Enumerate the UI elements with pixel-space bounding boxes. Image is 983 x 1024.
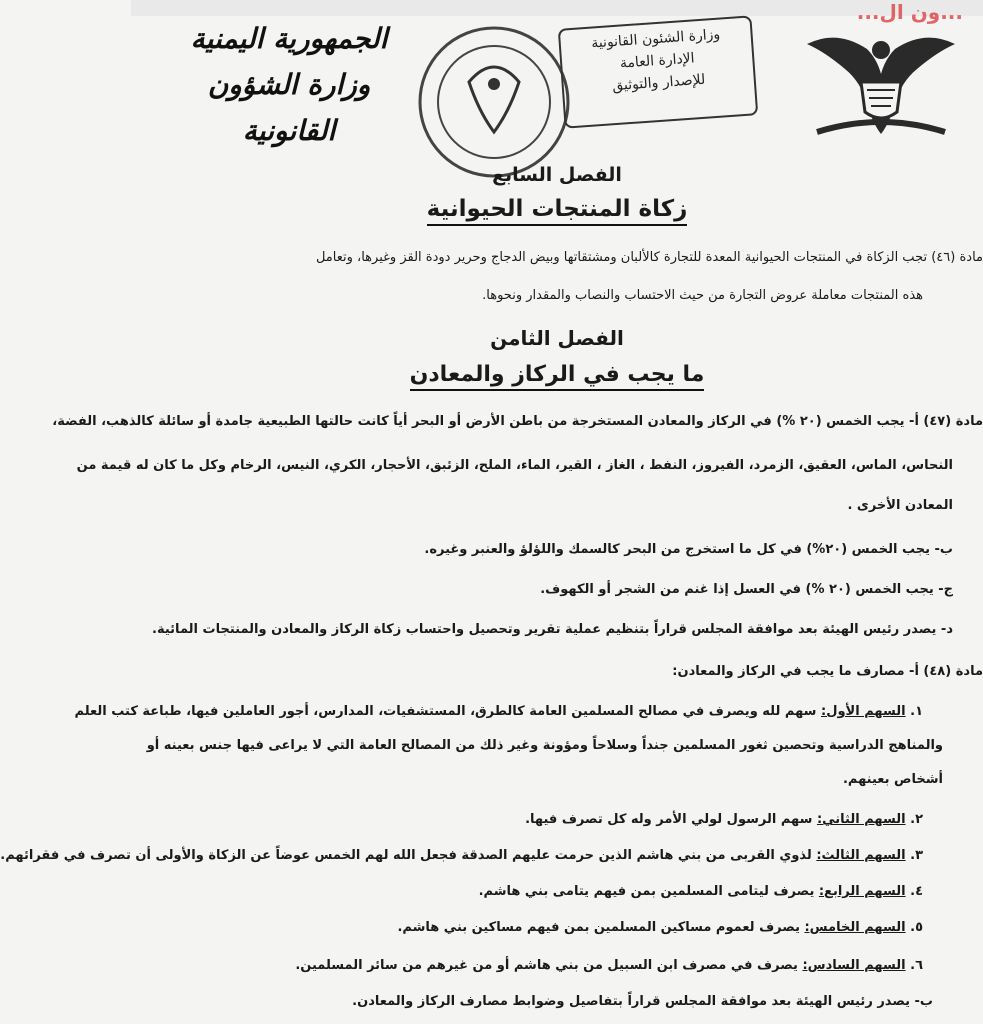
stamp-line2: الإدارة العامة: [619, 50, 696, 72]
list-item: ٥. السهم الخامس: يصرف لعموم مساكين المسلمين بمن فيهم مساكين بني هاشم.: [397, 920, 923, 935]
article47-b: ب- يجب الخمس (٢٠%) في كل ما استخرج من البحر كالسمك واللؤلؤ والعنبر وغيره.: [424, 542, 953, 557]
chapter7-heading: الفصل السابع: [492, 164, 622, 186]
article47-c: ج- يجب الخمس (٢٠ %) في العسل إذا غنم من الشجر أو الكهوف.: [540, 582, 953, 597]
stamp-line1: وزارة الشئون القانونية: [590, 26, 721, 52]
rectangular-stamp: [558, 15, 759, 128]
chapter8-heading: الفصل الثامن: [490, 326, 624, 350]
list-item-cont: والمناهج الدراسية وتحصين ثغور المسلمين جنداً وسلاحاً ومؤونة وغير ذلك من المصالح العامة التي لا يراعى فيها جنس بعينه أو: [146, 738, 943, 753]
eagle-emblem-icon: [797, 24, 965, 142]
article47-line1: مادة (٤٧) أ- يجب الخمس (٢٠ %) في الركاز والمعادن المستخرجة من باطن الأرض أو البحر أياً كانت حالتها الطبيعية جامدة أو سائلة كالذهب، الفضة،: [52, 414, 983, 429]
article48-intro: مادة (٤٨) أ- مصارف ما يجب في الركاز والمعادن:: [672, 664, 983, 679]
list-item: ١. السهم الأول: سهم لله ويصرف في مصالح المسلمين العامة كالطرق، المستشفيات، المدارس، أجور العاملين فيها، طباعة كتب العلم: [74, 704, 923, 719]
stamp-line3: للإصدار والتوثيق: [611, 71, 706, 95]
chapter7-title-text: زكاة المنتجات الحيوانية: [427, 196, 688, 226]
list-item-cont: أشخاص بعينهم.: [842, 772, 943, 787]
chapter8-title-text: ما يجب في الركاز والمعادن: [410, 362, 705, 391]
list-item: ٢. السهم الثاني: سهم الرسول لولي الأمر وله كل تصرف فيها.: [525, 812, 923, 827]
header-block: [169, 16, 409, 154]
chapter8-title: [131, 362, 983, 387]
list-item: ٣. السهم الثالث: لذوي القربى من بني هاشم الذين حرمت عليهم الصدقة فجعل الله لهم الخمس عوضاً عن الزكاة والأولى أن تصرف في فقرائهم.: [0, 848, 923, 863]
red-mark: ...ون ال...: [856, 0, 963, 24]
article46-line1: مادة (٤٦) تجب الزكاة في المنتجات الحيوانية المعدة للتجارة كالألبان ومشتقاتها وبيض الدجاج وحرير دودة القز وغيرها، وتعامل: [315, 250, 983, 265]
article47-line2: النحاس، الماس، العقيق، الزمرد، الفيروز، النفط ، الغاز ، القير، الماء، الملح، الزئبق، الأحجار، الكري، النيس، الرخام وكل ما كان له قيمة من: [76, 458, 953, 473]
circular-seal-icon: [409, 22, 579, 182]
article46-line2: هذه المنتجات معاملة عروض التجارة من حيث الاحتساب والنصاب والمقدار ونحوها.: [482, 288, 923, 303]
chapter7-title: [131, 196, 983, 222]
republic-title: الجمهورية اليمنية: [190, 22, 388, 55]
ministry-title: وزارة الشؤون القانونية: [207, 68, 371, 147]
article47-d: د- يصدر رئيس الهيئة بعد موافقة المجلس قراراً بتنظيم عملية تقرير وتحصيل واحتساب زكاة الركاز والمعادن والمنتجات المائية.: [152, 622, 953, 637]
article48-b: ب- يصدر رئيس الهيئة بعد موافقة المجلس قراراً بتفاصيل وضوابط مصارف الركاز والمعادن.: [352, 994, 933, 1009]
article47-line3: المعادن الأخرى .: [847, 498, 953, 513]
list-item: ٤. السهم الرابع: يصرف ليتامى المسلمين بمن فيهم يتامى بني هاشم.: [478, 884, 923, 899]
list-item: ٦. السهم السادس: يصرف في مصرف ابن السبيل من بني هاشم أو من غيرهم من سائر المسلمين.: [295, 958, 923, 973]
